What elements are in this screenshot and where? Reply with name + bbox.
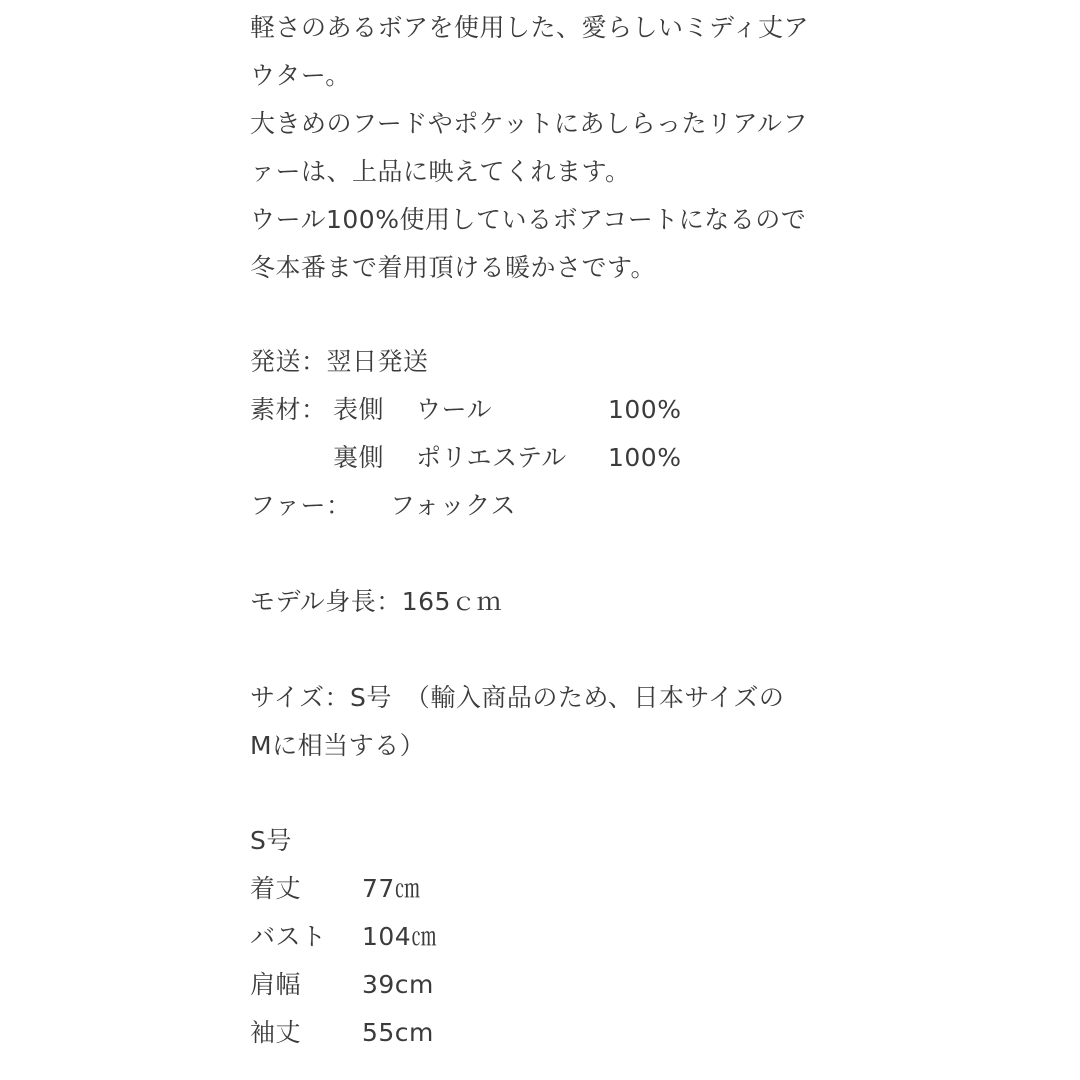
material-row-outer (250, 395, 870, 425)
material-fabric: ポリエステル (416, 443, 567, 472)
product-description (250, 0, 870, 1080)
fur-value: フォックス (390, 491, 517, 520)
description-line: ァーは、上品に映えてくれます。 (250, 157, 631, 186)
model-height: モデル身長：165ｃｍ (250, 587, 502, 616)
measurement-row (250, 970, 870, 1000)
measurement-row (250, 1018, 870, 1048)
measurement-label: 肩幅 (250, 970, 302, 999)
size-info-line: サイズ：S号 （輸入商品のため、日本サイズの (250, 683, 785, 712)
measurement-value: 77㎝ (362, 874, 421, 903)
measurements-title: S号 (250, 826, 292, 855)
fur-row (250, 491, 870, 521)
material-side: 裏側 (333, 443, 385, 472)
measurement-value: 39cm (362, 970, 434, 999)
material-row-inner (250, 443, 870, 473)
material-percent: 100% (608, 395, 682, 424)
measurement-value: 55cm (362, 1018, 434, 1047)
measurement-label: 袖丈 (250, 1018, 302, 1047)
size-info-line: Mに相当する） (250, 731, 426, 760)
material-percent: 100% (608, 443, 682, 472)
description-line: ウター。 (250, 61, 351, 90)
material-label: 素材： (250, 395, 327, 424)
measurement-label: バスト (250, 922, 327, 951)
description-line: 大きめのフードやポケットにあしらったリアルフ (250, 109, 809, 138)
fur-label: ファー： (250, 491, 352, 520)
material-fabric: ウール (416, 395, 493, 424)
material-side: 表側 (333, 395, 385, 424)
description-line: 軽さのあるボアを使用した、愛らしいミディ丈ア (250, 13, 810, 42)
measurement-row (250, 922, 870, 952)
measurement-value: 104㎝ (362, 922, 437, 951)
description-line: 冬本番まで着用頂ける暖かさです。 (250, 253, 657, 282)
measurement-row (250, 874, 870, 904)
measurement-label: 着丈 (250, 874, 302, 903)
shipping-info: 発送：翌日発送 (250, 347, 429, 376)
description-line: ウール100%使用しているボアコートになるので (250, 205, 807, 234)
